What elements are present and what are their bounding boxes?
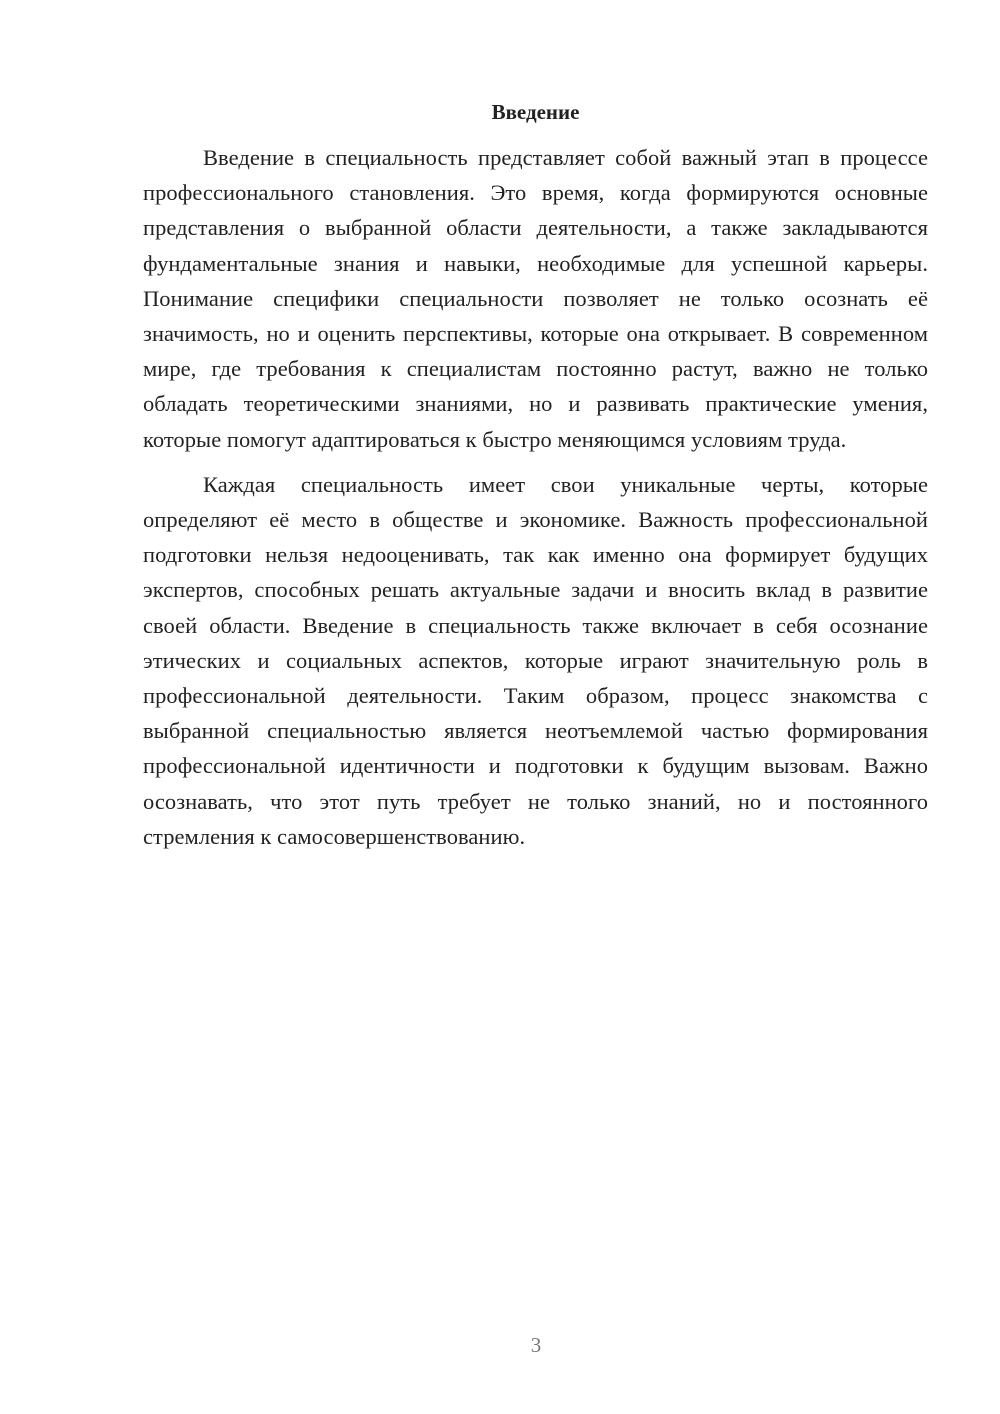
section-title: Введение [491,100,580,124]
page-content [143,98,928,854]
paragraph-2: Каждая специальность имеет свои уникальные черты, которые определяют её место в обществе и экономике. Важность профессиональной подготовки нельзя недооценивать, так как именно она формирует будущих экспертов, способных решать актуальные задачи и вносить вклад в развитие своей области. Введение в специальность также включает в себя осознание этических и социальных аспектов, которые играют значительную роль в профессиональной деятельности. Таким образом, процесс знакомства с выбранной специальностью является неотъемлемой частью формирования профессиональной идентичности и подготовки к будущим вызовам. Важно осознавать, что этот путь требует не только знаний, но и постоянного стремления к самосовершенствованию. [143,471,928,849]
paragraph-1: Введение в специальность представляет собой важный этап в процессе профессионального становления. Это время, когда формируются основные представления о выбранной области деятельности, а также закладываются фундаментальные знания и навыки, необходимые для успешной карьеры. Понимание специфики специальности позволяет не только осознать её значимость, но и оценить перспективы, которые она открывает. В современном мире, где требования к специалистам постоянно растут, важно не только обладать теоретическими знаниями, но и развивать практические умения, которые помогут адаптироваться к быстро меняющимся условиям труда. [143,145,928,452]
page-number: 3 [530,1333,542,1357]
